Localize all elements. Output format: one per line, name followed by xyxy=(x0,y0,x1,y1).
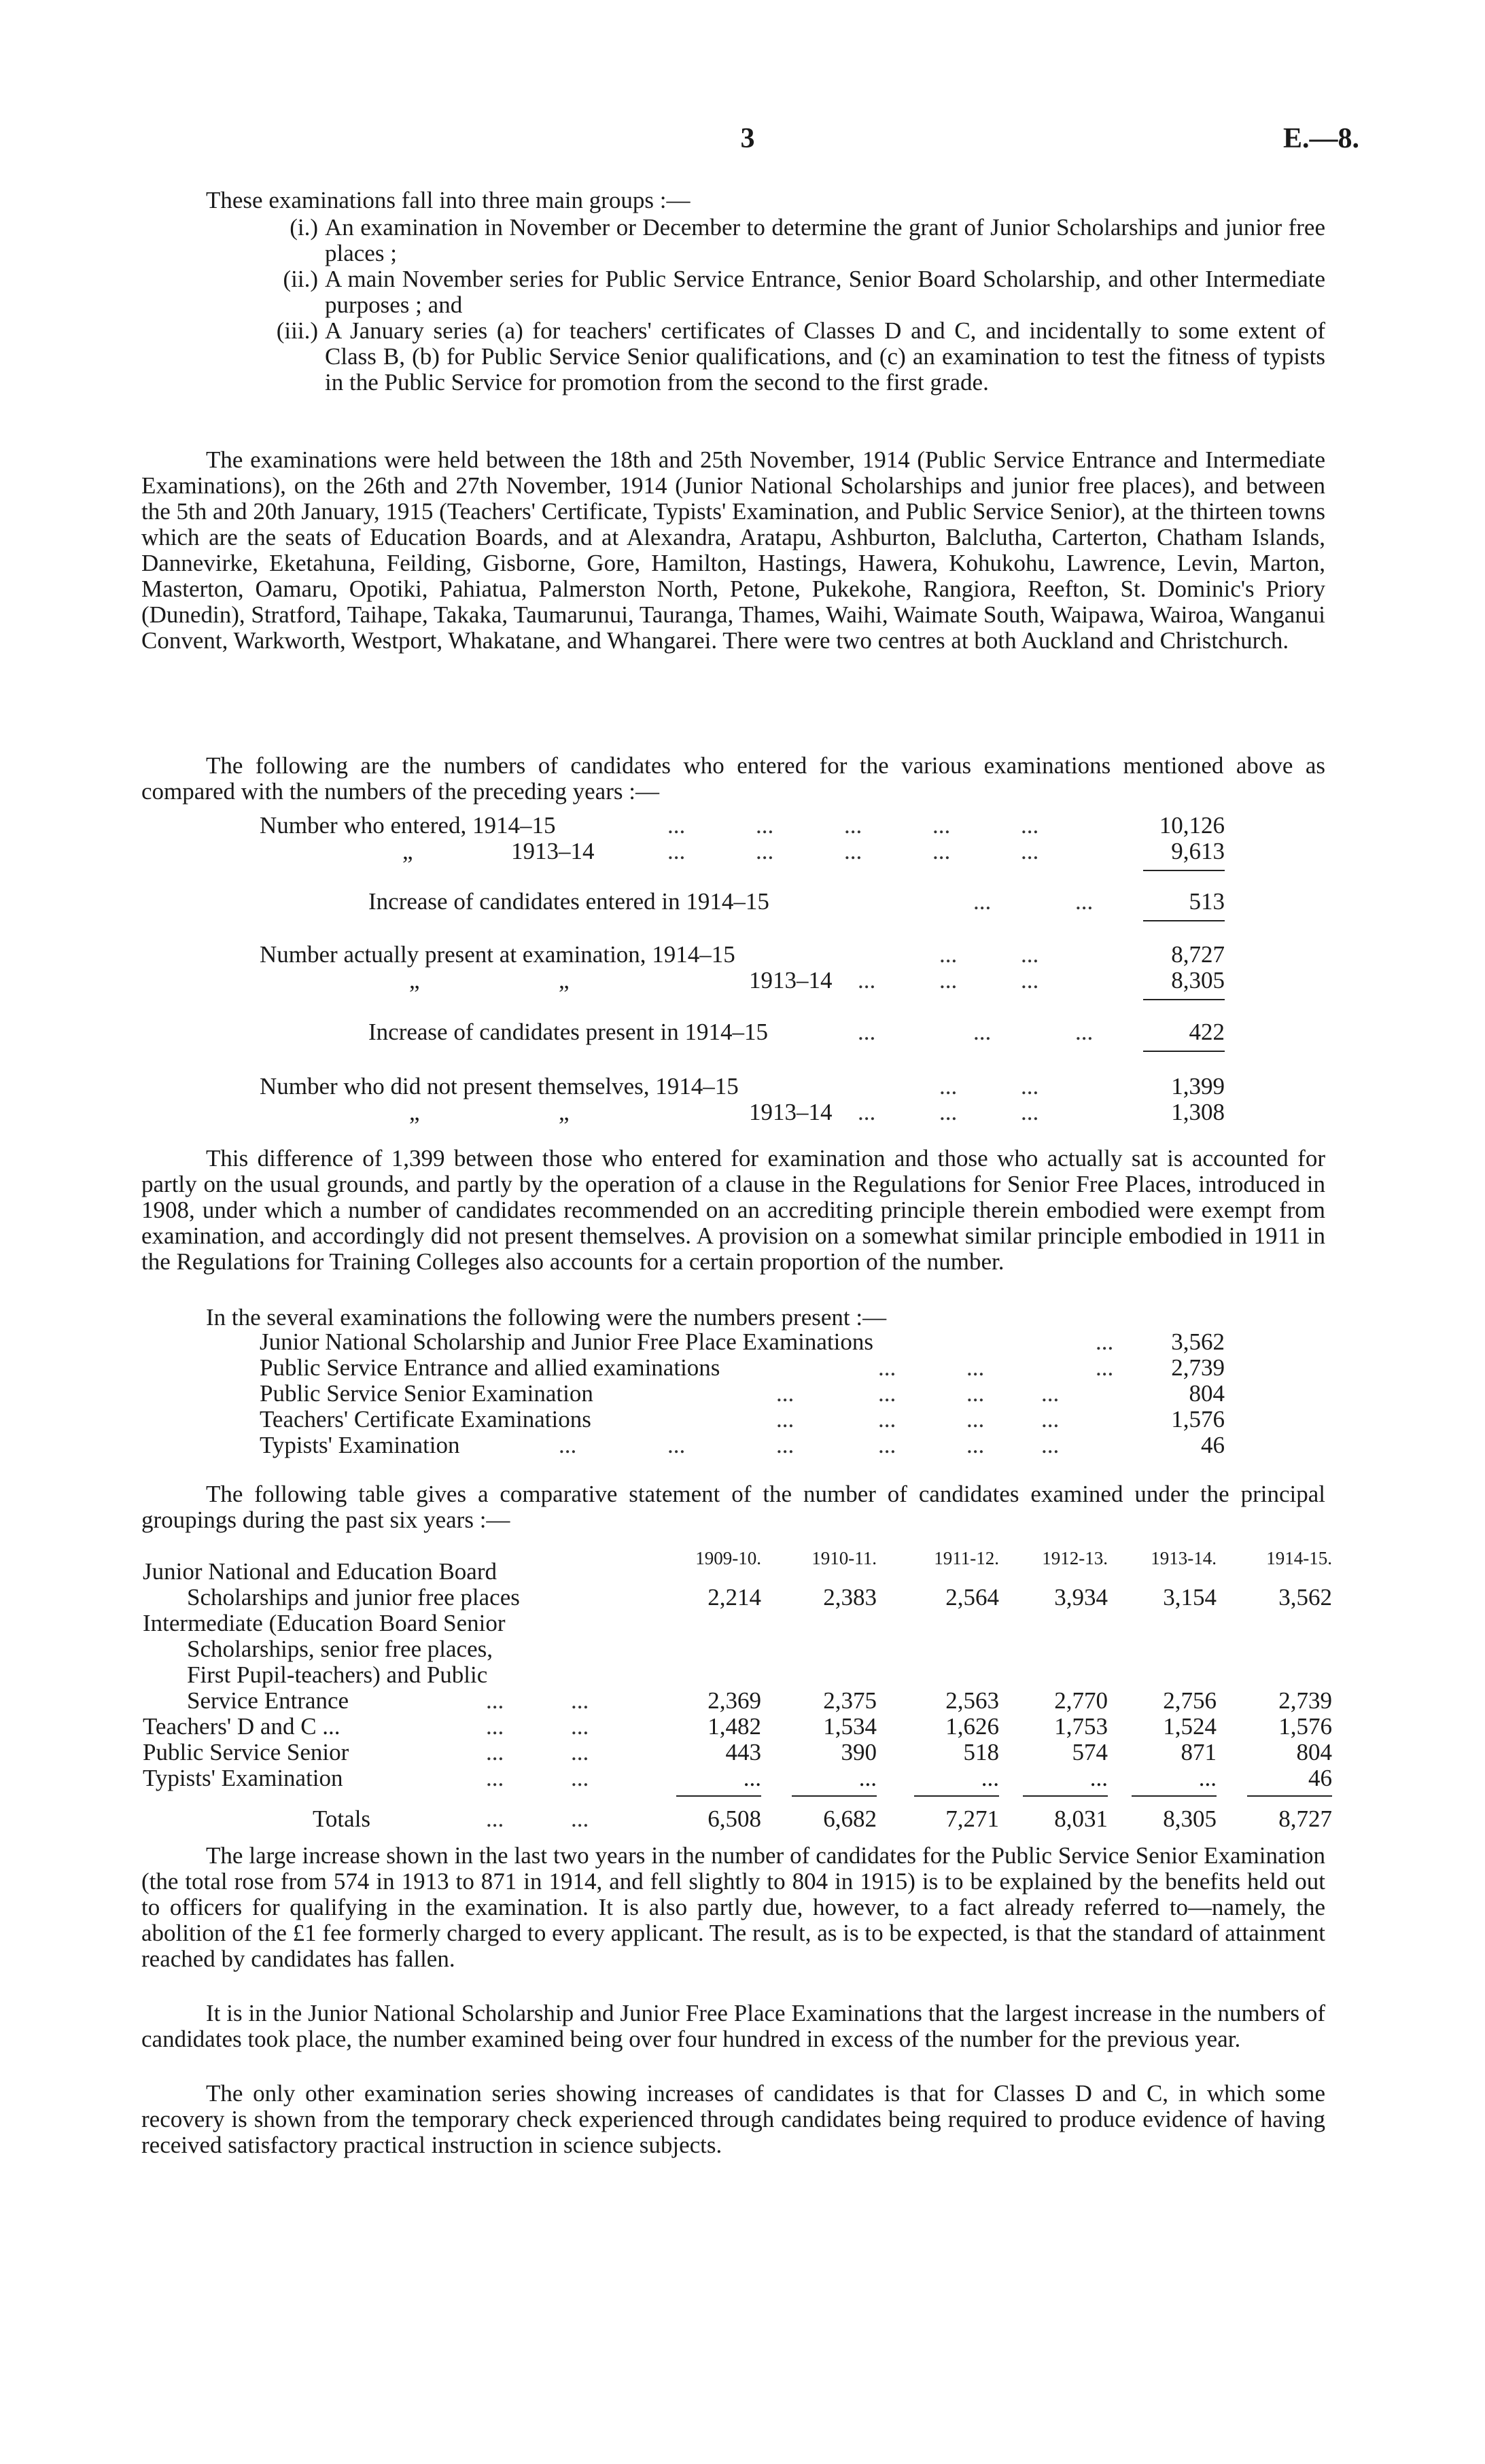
list-item xyxy=(260,1432,1225,1458)
leader-dots: ... xyxy=(756,838,774,864)
leader-dots: ... xyxy=(878,1380,896,1407)
other-text: The only other examination series showing increases of candidates is that for Classes D and C, in which some recovery is shown from the temporary check experienced through candidates being required to produce evidence of having received satisfactory practical instruction in science subjects. xyxy=(141,2080,1325,2158)
table-cell: 518 xyxy=(963,1739,999,1765)
table-cell: 574 xyxy=(1072,1739,1108,1765)
following-paragraph xyxy=(141,753,1325,805)
list-item xyxy=(260,1355,1225,1381)
row-label: Scholarships and junior free places xyxy=(187,1584,520,1611)
table-cell: ... xyxy=(743,1765,761,1791)
leader-dots: ... xyxy=(878,1432,896,1458)
difference-paragraph xyxy=(141,1146,1325,1275)
ditto-mark: „ xyxy=(409,1099,420,1125)
comparative-paragraph xyxy=(141,1481,1325,1533)
leader-dots: ... xyxy=(667,838,686,864)
page-number: 3 xyxy=(740,123,755,154)
exam-count: 1,576 xyxy=(1171,1406,1225,1432)
leader-dots: ... xyxy=(966,1354,985,1381)
ditto-mark: „ xyxy=(559,1099,570,1125)
list-item xyxy=(250,266,1325,318)
leader-dots: ... xyxy=(1021,812,1039,839)
leader-dots: ... xyxy=(776,1406,794,1432)
leader-dots: ... xyxy=(667,812,686,839)
leader-dots: ... xyxy=(1021,838,1039,864)
sum-rule xyxy=(676,1795,761,1797)
stat-value: 10,126 xyxy=(1159,812,1225,839)
leader-dots: ... xyxy=(486,1687,504,1714)
stat-label: Number who did not present themselves, 1914–15 xyxy=(260,1073,739,1099)
sum-rule xyxy=(914,1795,999,1797)
leader-dots: ... xyxy=(858,967,876,993)
stat-label: Increase of candidates entered in 1914–15 xyxy=(368,888,769,915)
stat-row xyxy=(260,813,1225,839)
table-cell: 3,154 xyxy=(1163,1584,1217,1611)
examination-groups-list xyxy=(250,215,1325,395)
sum-rule xyxy=(1247,1795,1332,1797)
leader-dots: ... xyxy=(776,1380,794,1407)
leader-dots: ... xyxy=(966,1432,985,1458)
table-cell: 2,756 xyxy=(1163,1687,1217,1714)
exam-name: Junior National Scholarship and Junior Free Place Examinations xyxy=(260,1328,874,1355)
table-cell: 6,682 xyxy=(823,1806,877,1832)
leader-dots: ... xyxy=(878,1354,896,1381)
table-cell: 2,383 xyxy=(823,1584,877,1611)
sum-rule xyxy=(1143,999,1225,1000)
table-cell: 2,564 xyxy=(945,1584,999,1611)
list-item xyxy=(260,1381,1225,1407)
several-paragraph xyxy=(141,1305,1325,1331)
ditto-mark: „ xyxy=(402,838,413,864)
list-item xyxy=(250,215,1325,266)
table-cell: 6,508 xyxy=(707,1806,761,1832)
increase-paragraph xyxy=(141,1843,1325,1972)
leader-dots: ... xyxy=(1021,941,1039,968)
sum-rule xyxy=(792,1795,877,1797)
stat-label: 1913–14 xyxy=(511,838,595,864)
list-item xyxy=(260,1407,1225,1432)
leader-dots: ... xyxy=(1021,1099,1039,1125)
leader-dots: ... xyxy=(1075,1019,1094,1045)
stat-row xyxy=(260,889,1225,915)
table-cell: 2,770 xyxy=(1054,1687,1108,1714)
leader-dots: ... xyxy=(932,838,951,864)
leader-dots: ... xyxy=(932,812,951,839)
stat-row xyxy=(260,839,1225,864)
leader-dots: ... xyxy=(486,1765,504,1791)
table-cell: 2,563 xyxy=(945,1687,999,1714)
list-item xyxy=(260,1329,1225,1355)
table-cell: 1,524 xyxy=(1163,1713,1217,1740)
stat-value: 1,399 xyxy=(1171,1073,1225,1099)
stat-row xyxy=(260,1074,1225,1099)
leader-dots: ... xyxy=(1075,888,1094,915)
other-paragraph xyxy=(141,2081,1325,2158)
leader-dots: ... xyxy=(1041,1432,1060,1458)
row-label: Service Entrance xyxy=(187,1687,349,1714)
exam-name: Public Service Senior Examination xyxy=(260,1380,593,1407)
leader-dots: ... xyxy=(571,1806,589,1832)
stat-row xyxy=(260,968,1225,993)
exam-count: 3,562 xyxy=(1171,1328,1225,1355)
leader-dots: ... xyxy=(571,1687,589,1714)
ditto-mark: „ xyxy=(559,967,570,993)
leader-dots: ... xyxy=(1041,1406,1060,1432)
junior-paragraph xyxy=(141,2001,1325,2052)
table-cell: ... xyxy=(1089,1765,1108,1791)
table-cell: 1,626 xyxy=(945,1713,999,1740)
table-cell: 7,271 xyxy=(945,1806,999,1832)
stat-label: Number actually present at examination, 1914–15 xyxy=(260,941,735,968)
leader-dots: ... xyxy=(939,967,958,993)
table-cell: 8,031 xyxy=(1054,1806,1108,1832)
sum-rule xyxy=(1143,870,1225,871)
row-label: Public Service Senior xyxy=(143,1739,349,1765)
row-label: Typists' Examination xyxy=(143,1765,343,1791)
stat-value: 8,305 xyxy=(1171,967,1225,993)
leader-dots: ... xyxy=(571,1713,589,1740)
table-cell: ... xyxy=(858,1765,877,1791)
stat-label: Number who entered, 1914–15 xyxy=(260,812,556,839)
leader-dots: ... xyxy=(571,1765,589,1791)
stat-value: 1,308 xyxy=(1171,1099,1225,1125)
candidate-statistics xyxy=(260,813,1225,1166)
table-cell: 1,753 xyxy=(1054,1713,1108,1740)
dates-text: The examinations were held between the 18th and 25th November, 1914 (Public Service Entrance and Intermediate Examinations), on the 26th and 27th November, 1914 (Junior National Scholarships and junior free places), and between the 5th and 20th January, 1915 (Teachers' Certificate, Typists' Examination, and Public Service Senior), at the thirteen towns which are the seats of Education Boards, and at Alexandra, Aratapu, Ashburton, Balclutha, Carterton, Chatham Islands, Dannevirke, Eketahuna, Feilding, Gisborne, Gore, Hamilton, Hastings, Hawera, Kohukohu, Lawrence, Levin, Marton, Masterton, Oamaru, Opotiki, Pahiatua, Palmerston North, Petone, Pukekohe, Rangiora, Reefton, St. Dominic's Priory (Dunedin), Stratford, Taihape, Takaka, Taumarunui, Tauranga, Thames, Waihi, Waimate South, Waipawa, Wairoa, Wanganui Convent, Warkworth, Westport, Whakatane, and Whangarei. There were two centres at both Auckland and Christchurch. xyxy=(141,446,1325,654)
increase-text: The large increase shown in the last two years in the number of candidates for the Public Service Senior Examination (the total rose from 574 in 1913 to 871 in 1914, and fell slightly to 804 in 1915) is to be explained by the benefits held out to officers for qualifying in the examination. It is also partly due, however, to a fact already referred to—namely, the abolition of the £1 fee formerly charged to every applicant. The result, as is to be expected, is that the standard of attainment reached by candidates has fallen. xyxy=(141,1842,1325,1972)
leader-dots: ... xyxy=(973,1019,992,1045)
row-label: Scholarships, senior free places, xyxy=(187,1636,493,1662)
list-number: (i.) xyxy=(290,214,318,241)
intro-paragraph xyxy=(141,188,1325,213)
exam-count: 46 xyxy=(1201,1432,1225,1458)
comparative-text: The following table gives a comparative statement of the number of candidates examined under the principal groupings during the past six years :— xyxy=(141,1481,1325,1533)
stat-row xyxy=(260,1099,1225,1125)
leader-dots: ... xyxy=(486,1713,504,1740)
leader-dots: ... xyxy=(858,1099,876,1125)
table-cell: 3,562 xyxy=(1278,1584,1332,1611)
leader-dots: ... xyxy=(939,941,958,968)
leader-dots: ... xyxy=(858,1019,876,1045)
table-cell: 2,369 xyxy=(707,1687,761,1714)
several-text: In the several examinations the following were the numbers present :— xyxy=(206,1304,887,1331)
year-header: 1909-10. xyxy=(695,1548,761,1568)
present-by-exam-list xyxy=(260,1329,1225,1465)
totals-label: Totals xyxy=(313,1806,371,1832)
comparison-table xyxy=(143,1548,1332,1874)
stat-row xyxy=(260,1019,1225,1045)
table-cell: 2,375 xyxy=(823,1687,877,1714)
stat-row xyxy=(260,942,1225,968)
leader-dots: ... xyxy=(571,1739,589,1765)
table-cell: 3,934 xyxy=(1054,1584,1108,1611)
leader-dots: ... xyxy=(667,1432,686,1458)
list-number: (ii.) xyxy=(283,266,318,292)
leader-dots: ... xyxy=(1041,1380,1060,1407)
table-cell: 46 xyxy=(1308,1765,1332,1791)
table-cell: 8,727 xyxy=(1278,1806,1332,1832)
year-header: 1913-14. xyxy=(1151,1548,1217,1568)
sum-rule xyxy=(1143,920,1225,921)
page-reference: E.—8. xyxy=(1282,123,1359,154)
exam-count: 2,739 xyxy=(1171,1354,1225,1381)
leader-dots: ... xyxy=(1096,1328,1114,1355)
table-cell: 2,739 xyxy=(1278,1687,1332,1714)
exam-name: Public Service Entrance and allied examinations xyxy=(260,1354,720,1381)
list-number: (iii.) xyxy=(276,317,318,344)
exam-count: 804 xyxy=(1189,1380,1225,1407)
stat-value: 8,727 xyxy=(1171,941,1225,968)
ditto-mark: „ xyxy=(409,967,420,993)
difference-text: This difference of 1,399 between those who entered for examination and those who actually sat is accounted for partly on the usual grounds, and partly by the operation of a clause in the Regulations for Senior Free Places, introduced in 1908, under which a number of candidates recommended on an accrediting principle therein embodied were exempt from examination, and accordingly did not present themselves. A provision on a somewhat similar principle embodied in 1911 in the Regulations for Training Colleges also accounts for a certain proportion of the number. xyxy=(141,1145,1325,1275)
table-cell: 871 xyxy=(1181,1739,1217,1765)
list-text: A January series (a) for teachers' certificates of Classes D and C, and incidentally to some extent of Class B, (b) for Public Service Senior qualifications, and (c) an examination to test the fitness of typists in the Public Service for promotion from the second to the first grade. xyxy=(325,317,1325,395)
leader-dots: ... xyxy=(973,888,992,915)
leader-dots: ... xyxy=(486,1739,504,1765)
leader-dots: ... xyxy=(844,838,862,864)
leader-dots: ... xyxy=(486,1806,504,1832)
sum-rule xyxy=(1023,1795,1108,1797)
leader-dots: ... xyxy=(776,1432,794,1458)
leader-dots: ... xyxy=(966,1406,985,1432)
row-label: First Pupil-teachers) and Public xyxy=(187,1661,488,1688)
leader-dots: ... xyxy=(966,1380,985,1407)
stat-label: 1913–14 xyxy=(749,967,833,993)
sum-rule xyxy=(1132,1795,1217,1797)
table-cell: 390 xyxy=(841,1739,877,1765)
sum-rule xyxy=(1143,1051,1225,1052)
row-label: Intermediate (Education Board Senior xyxy=(143,1610,506,1636)
row-label: Teachers' D and C ... xyxy=(143,1713,340,1740)
list-text: A main November series for Public Service Entrance, Senior Board Scholarship, and other Intermediate purposes ; and xyxy=(325,266,1325,318)
stat-value: 422 xyxy=(1189,1019,1225,1045)
table-cell: 2,214 xyxy=(707,1584,761,1611)
stat-value: 513 xyxy=(1189,888,1225,915)
table-cell: 1,482 xyxy=(707,1713,761,1740)
exam-name: Typists' Examination xyxy=(260,1432,460,1458)
table-cell: 8,305 xyxy=(1163,1806,1217,1832)
year-header: 1911-12. xyxy=(934,1548,999,1568)
stat-label: Increase of candidates present in 1914–15 xyxy=(368,1019,768,1045)
table-cell: 443 xyxy=(725,1739,761,1765)
exam-name: Teachers' Certificate Examinations xyxy=(260,1406,591,1432)
table-cell: 1,576 xyxy=(1278,1713,1332,1740)
leader-dots: ... xyxy=(756,812,774,839)
year-header: 1914-15. xyxy=(1266,1548,1332,1568)
list-item xyxy=(250,318,1325,395)
leader-dots: ... xyxy=(1021,1073,1039,1099)
table-cell: ... xyxy=(1198,1765,1217,1791)
junior-text: It is in the Junior National Scholarship and Junior Free Place Examinations that the largest increase in the numbers of candidates took place, the number examined being over four hundred in excess of the number for the previous year. xyxy=(141,2000,1325,2052)
year-header: 1910-11. xyxy=(811,1548,877,1568)
leader-dots: ... xyxy=(878,1406,896,1432)
year-header: 1912-13. xyxy=(1042,1548,1108,1568)
dates-paragraph xyxy=(141,447,1325,654)
intro-text: These examinations fall into three main groups :— xyxy=(206,187,691,213)
leader-dots: ... xyxy=(844,812,862,839)
leader-dots: ... xyxy=(1021,967,1039,993)
stat-value: 9,613 xyxy=(1171,838,1225,864)
following-text: The following are the numbers of candidates who entered for the various examinations mentioned above as compared with the numbers of the preceding years :— xyxy=(141,752,1325,805)
list-text: An examination in November or December to determine the grant of Junior Scholarships and junior free places ; xyxy=(325,214,1325,266)
leader-dots: ... xyxy=(1096,1354,1114,1381)
table-cell: 1,534 xyxy=(823,1713,877,1740)
leader-dots: ... xyxy=(559,1432,577,1458)
stat-label: 1913–14 xyxy=(749,1099,833,1125)
leader-dots: ... xyxy=(939,1073,958,1099)
table-cell: ... xyxy=(981,1765,999,1791)
table-cell: 804 xyxy=(1296,1739,1332,1765)
row-label: Junior National and Education Board xyxy=(143,1558,497,1585)
leader-dots: ... xyxy=(939,1099,958,1125)
